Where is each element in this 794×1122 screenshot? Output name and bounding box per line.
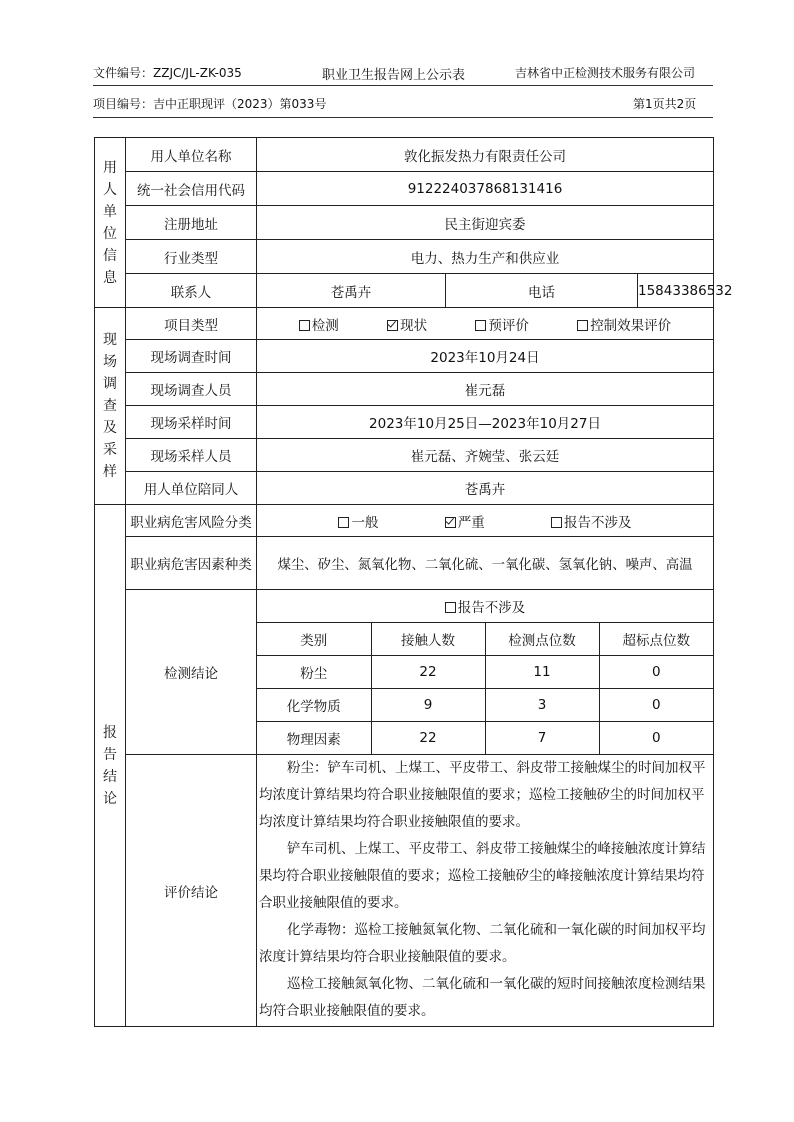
table-cell: 粉尘 [257,656,371,689]
project-type-option[interactable]: 控制效果评价 [577,314,671,334]
company-name: 吉林省中正检测技术服务有限公司 [515,66,696,80]
companion-label: 用人单位陪同人 [126,472,257,505]
column-header: 接触人数 [371,623,485,656]
table-header-row [257,623,713,656]
table-cell: 3 [485,689,599,722]
address-label: 注册地址 [126,206,257,240]
hazard-factors-label: 职业病危害因素种类 [126,537,257,590]
table-cell: 11 [485,656,599,689]
evaluation-paragraph: 巡检工接触氮氧化物、二氧化硫和一氧化碳的短时间接触浓度检测结果均符合职业接触限值的要求。 [259,976,706,1019]
section-employer-info: 用 人 单 位 信 息 [95,138,126,308]
column-header: 检测点位数 [485,623,599,656]
table-row [257,656,713,689]
evaluation-conclusion-label: 评价结论 [126,755,257,1027]
section-survey-sampling: 现 场 调 查 及 采 样 [95,308,126,505]
table-cell: 0 [599,689,713,722]
risk-option[interactable]: 严重 [445,511,485,531]
disclosure-form [94,137,733,1027]
checkbox[interactable] [445,602,456,613]
employer-name-label: 用人单位名称 [126,138,257,172]
evaluation-paragraph: 粉尘：铲车司机、上煤工、平皮带工、斜皮带工接触煤尘的时间加权平均浓度计算结果均符合职业接触限值的要求；巡检工接触矽尘的时间加权平均浓度计算结果均符合职业接触限值的要求。 [259,760,706,830]
project-type-option[interactable]: 预评价 [475,314,529,334]
doc-number: 文件编号：ZZJC/JL-ZK-035 [93,66,242,80]
project-type-options [257,308,714,340]
survey-time: 2023年10月24日 [257,340,714,373]
sampling-time-label: 现场采样时间 [126,406,257,439]
sampler-label: 现场采样人员 [126,439,257,472]
survey-time-label: 现场调查时间 [126,340,257,373]
project-type-option[interactable]: 检测 [299,314,339,334]
header-divider [93,85,713,86]
risk-option[interactable]: 一般 [338,511,378,531]
detection-table-cell [257,590,714,755]
detection-conclusion-label: 检测结论 [126,590,257,755]
table-cell: 22 [371,722,485,755]
contact-label: 联系人 [126,274,257,308]
companion: 苍禹卉 [257,472,714,505]
section-report-conclusion: 报 告 结 论 [95,505,126,1027]
column-header: 超标点位数 [599,623,713,656]
sampling-time: 2023年10月25日—2023年10月27日 [257,406,714,439]
table-cell: 化学物质 [257,689,371,722]
phone-number: 15843386532 [638,274,714,308]
table-cell: 物理因素 [257,722,371,755]
table-cell: 0 [599,656,713,689]
form-title: 职业卫生报告网上公示表 [322,68,466,83]
evaluation-paragraph: 铲车司机、上煤工、平皮带工、斜皮带工接触煤尘的峰接触浓度计算结果均符合职业接触限值的要求；巡检工接触矽尘的峰接触浓度计算结果均符合职业接触限值的要求。 [259,841,706,911]
surveyor-label: 现场调查人员 [126,373,257,406]
project-type-label: 项目类型 [126,308,257,340]
checkbox[interactable] [551,517,562,528]
project-number: 项目编号：吉中正职现评（2023）第033号 [93,97,327,111]
column-header: 类别 [257,623,371,656]
address: 民主街迎宾委 [257,206,714,240]
table-cell: 7 [485,722,599,755]
checkbox-checked[interactable] [445,517,456,528]
page-number: 第1页共2页 [633,97,697,111]
phone-label: 电话 [446,274,638,308]
credit-code: 912224037868131416 [257,172,714,206]
risk-class-label: 职业病危害风险分类 [126,505,257,537]
risk-option[interactable]: 报告不涉及 [551,511,632,531]
sampler: 崔元磊、齐婉莹、张云廷 [257,439,714,472]
hazard-factors: 煤尘、矽尘、氮氧化物、二氧化硫、一氧化碳、氢氧化钠、噪声、高温 [257,537,714,590]
table-row [257,722,713,755]
table-cell: 0 [599,722,713,755]
checkbox-checked[interactable] [387,320,398,331]
checkbox[interactable] [577,320,588,331]
table-cell: 9 [371,689,485,722]
contact-person: 苍禹卉 [257,274,446,308]
checkbox[interactable] [299,320,310,331]
employer-name: 敦化振发热力有限责任公司 [257,138,714,172]
surveyor: 崔元磊 [257,373,714,406]
project-type-option[interactable]: 现状 [387,314,427,334]
header-divider-bottom [93,117,713,118]
detection-table [257,590,713,754]
checkbox[interactable] [338,517,349,528]
industry: 电力、热力生产和供应业 [257,240,714,274]
detection-not-involved[interactable]: 报告不涉及 [257,590,713,623]
checkbox[interactable] [475,320,486,331]
evaluation-paragraph: 化学毒物：巡检工接触氮氧化物、二氧化硫和一氧化碳的时间加权平均浓度计算结果均符合职业接触限值的要求。 [259,922,706,965]
table-row [257,689,713,722]
risk-class-options [257,505,714,537]
industry-label: 行业类型 [126,240,257,274]
credit-code-label: 统一社会信用代码 [126,172,257,206]
table-cell: 22 [371,656,485,689]
evaluation-conclusion [257,755,714,1027]
